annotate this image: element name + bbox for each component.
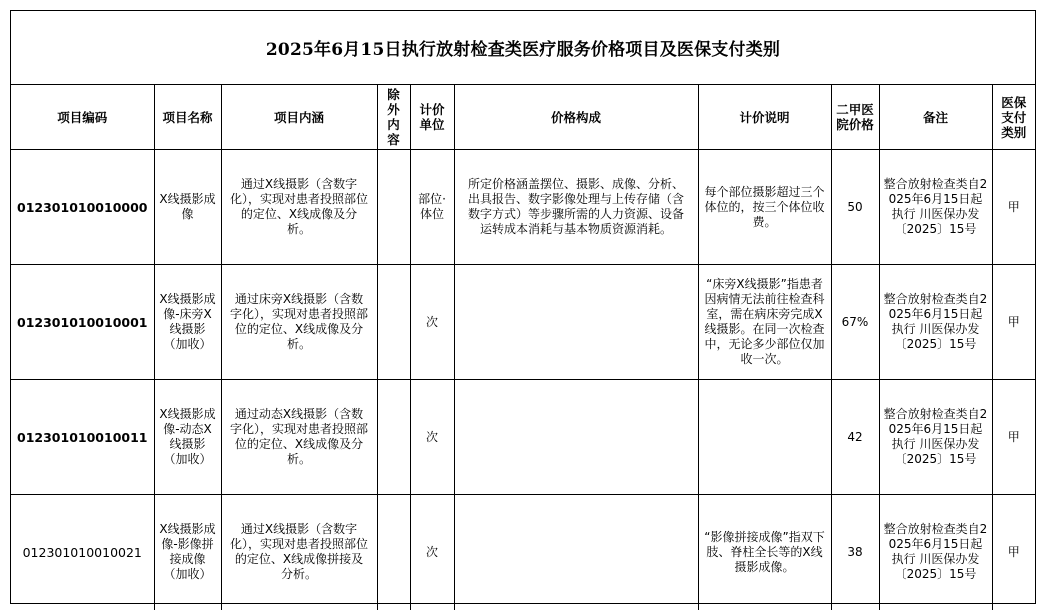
item-price: 38 (831, 495, 879, 610)
header-category: 医保支付类别 (992, 85, 1035, 150)
title-row (11, 11, 1035, 85)
item-unit: 次 (410, 495, 454, 610)
item-composition (454, 495, 698, 610)
table-row (11, 380, 1035, 495)
item-category: 甲 (992, 150, 1035, 265)
item-notes: 每个部位摄影超过三个体位的，按三个体位收费。 (698, 150, 831, 265)
price-table (11, 85, 1035, 610)
item-excluded (377, 150, 410, 265)
table-row (11, 150, 1035, 265)
item-excluded (377, 380, 410, 495)
header-price: 二甲医院价格 (831, 85, 879, 150)
sheet-title: 2025年6月15日执行放射检查类医疗服务价格项目及医保支付类别 (265, 40, 781, 60)
item-remark: 整合放射检查类自2025年6月15日起执行 川医保办发〔2025〕15号 (879, 380, 992, 495)
table-row (11, 495, 1035, 610)
item-unit: 次 (410, 380, 454, 495)
item-content: 通过X线摄影（含数字化），实现对患者投照部位的定位、X线成像及分析。 (221, 150, 377, 265)
header-code: 项目编码 (11, 85, 154, 150)
header-name: 项目名称 (154, 85, 221, 150)
item-code: 012301010010001 (11, 265, 154, 380)
item-unit: 次 (410, 265, 454, 380)
header-excluded: 除外内容 (377, 85, 410, 150)
item-remark: 整合放射检查类自2025年6月15日起执行 川医保办发〔2025〕15号 (879, 150, 992, 265)
item-category: 甲 (992, 265, 1035, 380)
item-content: 通过X线摄影（含数字化），实现对患者投照部位的定位、X线成像拼接及分析。 (221, 495, 377, 610)
item-name: X线摄影成像 (154, 150, 221, 265)
item-unit: 部位·体位 (410, 150, 454, 265)
item-name: X线摄影成像-动态X线摄影（加收） (154, 380, 221, 495)
item-category: 甲 (992, 380, 1035, 495)
item-content: 通过动态X线摄影（含数字化），实现对患者投照部位的定位、X线成像及分析。 (221, 380, 377, 495)
item-notes (698, 380, 831, 495)
header-row (11, 85, 1035, 150)
header-unit: 计价单位 (410, 85, 454, 150)
item-excluded (377, 265, 410, 380)
item-remark: 整合放射检查类自2025年6月15日起执行 川医保办发〔2025〕15号 (879, 265, 992, 380)
table-row (11, 265, 1035, 380)
item-name: X线摄影成像-床旁X线摄影（加收） (154, 265, 221, 380)
item-price: 67% (831, 265, 879, 380)
item-code: 012301010010000 (11, 150, 154, 265)
item-price: 50 (831, 150, 879, 265)
item-name: X线摄影成像-影像拼接成像（加收） (154, 495, 221, 610)
price-sheet (10, 10, 1036, 604)
header-notes: 计价说明 (698, 85, 831, 150)
item-notes: “影像拼接成像”指双下肢、脊柱全长等的X线摄影成像。 (698, 495, 831, 610)
item-price: 42 (831, 380, 879, 495)
item-code: 012301010010021 (11, 495, 154, 610)
item-content: 通过床旁X线摄影（含数字化），实现对患者投照部位的定位、X线成像及分析。 (221, 265, 377, 380)
header-remark: 备注 (879, 85, 992, 150)
item-code: 012301010010011 (11, 380, 154, 495)
item-category: 甲 (992, 495, 1035, 610)
item-composition (454, 380, 698, 495)
item-composition: 所定价格涵盖摆位、摄影、成像、分析、出具报告、数字影像处理与上传存储（含数字方式）等步骤所需的人力资源、设备运转成本消耗与基本物质资源消耗。 (454, 150, 698, 265)
item-remark: 整合放射检查类自2025年6月15日起执行 川医保办发〔2025〕15号 (879, 495, 992, 610)
item-composition (454, 265, 698, 380)
item-notes: “床旁X线摄影”指患者因病情无法前往检查科室，需在病床旁完成X线摄影。在同一次检查中，无论多少部位仅加收一次。 (698, 265, 831, 380)
header-content: 项目内涵 (221, 85, 377, 150)
header-composition: 价格构成 (454, 85, 698, 150)
item-excluded (377, 495, 410, 610)
